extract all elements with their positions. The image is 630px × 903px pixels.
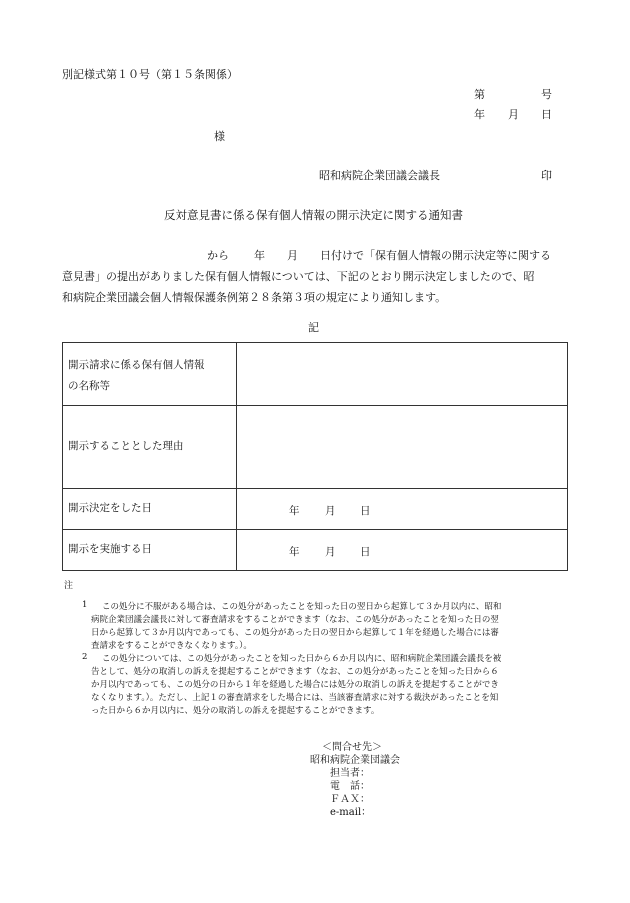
body-line-3: 和病院企業団議会個人情報保護条例第２８条第３項の規定により通知します。 xyxy=(62,291,447,304)
form-number: 別記様式第１０号（第１５条関係） xyxy=(62,68,238,81)
contact-email: e-mail： xyxy=(330,807,372,818)
table-row-divider-2 xyxy=(62,488,568,489)
body-month: 月 xyxy=(287,249,298,262)
implementation-date-month: 月 xyxy=(325,546,336,558)
row-label-reason: 開示することとした理由 xyxy=(68,440,184,452)
decision-date-day: 日 xyxy=(360,505,371,517)
note-1-line: 病院企業団議会議長に対して審査請求をすることができます（なお、この処分があったことを知った日の翌 xyxy=(91,615,499,625)
body-kara: から xyxy=(207,249,229,262)
body-line-2: 意見書」の提出がありました保有個人情報については、下記のとおり開示決定しましたので、昭 xyxy=(62,270,535,283)
row-label-implementation-date: 開示を実施する日 xyxy=(68,543,152,555)
decision-date-year: 年 xyxy=(289,505,300,517)
decision-date-month: 月 xyxy=(325,505,336,517)
body-year: 年 xyxy=(254,249,265,262)
note-1-line: この処分に不服がある場合は、この処分があったことを知った日の翌日から起算して３か月以内に、昭和 xyxy=(102,602,502,612)
contact-heading: ＜問合せ先＞ xyxy=(322,742,382,753)
ki-heading: 記 xyxy=(308,321,319,334)
table-border-right xyxy=(567,342,568,571)
contact-person: 担当者： xyxy=(330,768,370,779)
table-row-divider-3 xyxy=(62,529,568,530)
contact-organization: 昭和病院企業団議会 xyxy=(310,755,400,766)
note-2-line: なくなります。）。ただし、上記１の審査請求をした場合には、当該審査請求に対する裁決があったことを知 xyxy=(91,693,499,703)
table-border-bottom xyxy=(62,570,568,571)
document-number-dai: 第 xyxy=(474,88,485,101)
date-day-label: 日 xyxy=(541,108,552,121)
body-rest: 日付けで「保有個人情報の開示決定等に関する xyxy=(320,249,551,262)
note-2-line: この処分については、この処分があったことを知った日から６か月以内に、昭和病院企業団議会議長を被 xyxy=(102,654,502,664)
table-border-left xyxy=(62,342,63,571)
note-2-number: 2 xyxy=(82,652,88,662)
implementation-date-year: 年 xyxy=(289,546,300,558)
table-row-divider-1 xyxy=(62,405,568,406)
addressee-suffix: 様 xyxy=(214,130,225,143)
date-year-label: 年 xyxy=(474,108,485,121)
date-month-label: 月 xyxy=(508,108,519,121)
contact-fax: ＦＡＸ： xyxy=(330,794,370,805)
issuer-name: 昭和病院企業団議会議長 xyxy=(319,169,440,182)
implementation-date-day: 日 xyxy=(360,546,371,558)
contact-phone: 電 話： xyxy=(330,781,370,792)
note-2-line: か月以内であっても、この処分の日から１年を経過した場合には処分の取消しの訴えを提起することができ xyxy=(91,680,499,690)
note-1-number: 1 xyxy=(82,600,88,610)
row-label-record-name xyxy=(68,355,232,397)
note-1-line: 日から起算して３か月以内であっても、この処分があった日の翌日から起算して１年を経過した場合には審 xyxy=(91,628,499,638)
table-column-divider xyxy=(236,342,237,571)
document-title: 反対意見書に係る保有個人情報の開示決定に関する通知書 xyxy=(164,208,463,222)
note-2-line: 告として、処分の取消しの訴えを提起することができます（なお、この処分があったことを知った日から６ xyxy=(91,667,499,677)
table-border-top xyxy=(62,342,568,343)
row-label-decision-date: 開示決定をした日 xyxy=(68,502,152,514)
row-label-record-name-line1: 開示請求に係る保有個人情報 xyxy=(68,359,205,371)
row-label-record-name-line2: の名称等 xyxy=(68,380,110,392)
document-number-go: 号 xyxy=(541,88,552,101)
note-2-line: った日から６か月以内に、処分の取消しの訴えを提起することができます。 xyxy=(91,706,380,716)
notes-heading: 注 xyxy=(64,581,74,591)
seal-mark: 印 xyxy=(541,169,552,182)
note-1-line: 査請求をすることができなくなります。）。 xyxy=(91,641,252,651)
